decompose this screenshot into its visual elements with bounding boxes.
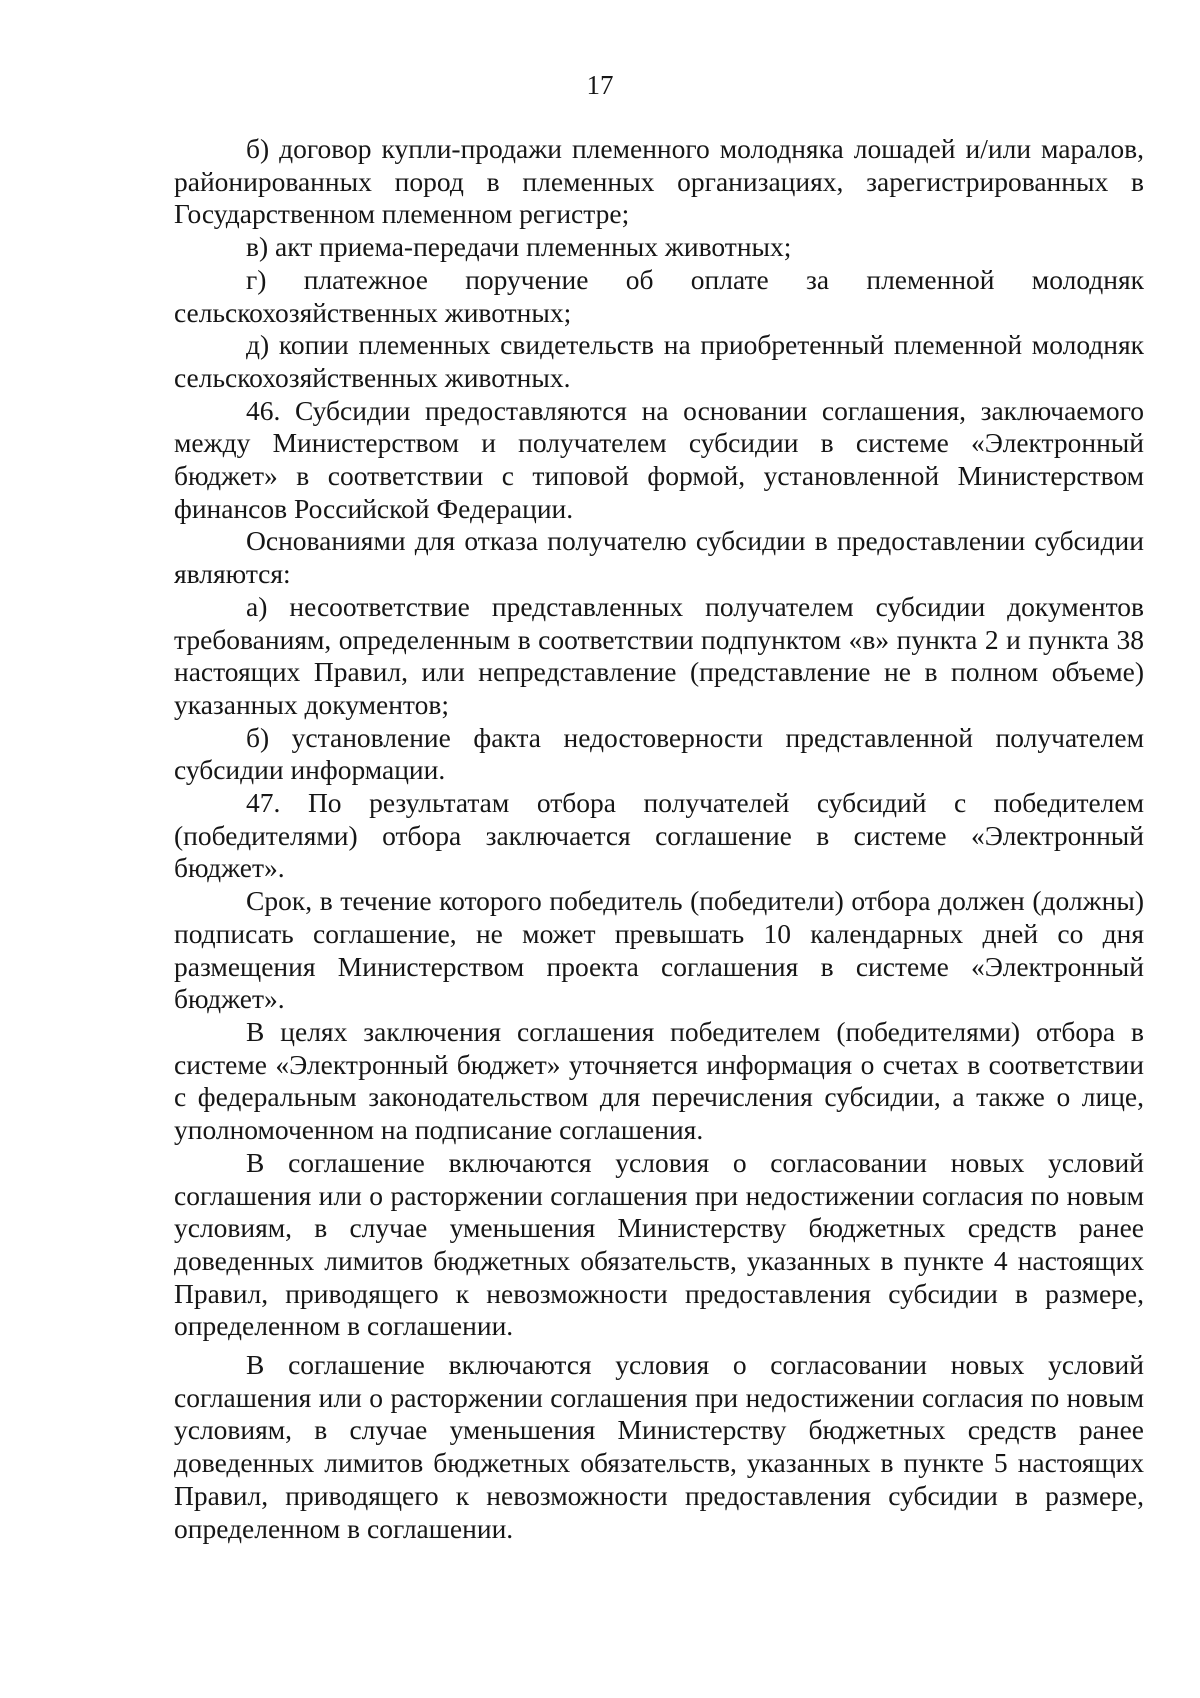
paragraph-refusal-b: б) установление факта недостоверности представленной получателем субсидии информации. [174,721,1144,786]
page-number: 17 [586,70,614,100]
paragraph-item-v-acceptance-act: в) акт приема-передачи племенных животных; [246,231,792,263]
paragraph-item-b-contract: б) договор купли-продажи племенного молодняка лошадей и/или маралов, районированных пород в племенных организациях, зарегистрированных в Государственном племенном регистре; [174,133,1144,230]
paragraph-item-d-pedigree-copies: д) копии племенных свидетельств на приобретенный племенной молодняк сельскохозяйственных животных. [174,329,1144,393]
document-body [174,133,1144,1545]
paragraph-agreement-terms-5: В соглашение включаются условия о согласовании новых условий соглашения или о расторжении соглашения при недостижении согласия по новым условиям, в случае уменьшения Министерству бюджетных средств ранее доведенных лимитов бюджетных обязательств, указанных в пункте 5 настоящих Правил, приводящего к невозможности предоставления субсидии в размере, определенном в соглашении. [174,1349,1144,1544]
paragraph-refusal-a: а) несоответствие представленных получателем субсидии документов требованиям, определенным в соответствии подпунктом «в» пункта 2 и пункта 38 настоящих Правил, или непредставление (представление не в полном объеме) указанных документов; [174,590,1144,720]
paragraph-account-details: В целях заключения соглашения победителем (победителями) отбора в системе «Электронный бюджет» уточняется информация о счетах в соответствии с федеральным законодательством для перечисления субсидии, а также о лице, уполномоченном на подписание соглашения. [174,1015,1144,1146]
paragraph-signing-deadline: Срок, в течение которого победитель (победители) отбора должен (должны) подписать соглашение, не может превышать 10 календарных дней со дня размещения Министерством проекта соглашения в системе «Электронный бюджет». [174,885,1144,1015]
paragraph-clause-46: 46. Субсидии предоставляются на основании соглашения, заключаемого между Министерством и получателем субсидии в системе «Электронный бюджет» в соответствии с типовой формой, установленной Министерством финансов Российской Федерации. [174,394,1144,524]
paragraph-agreement-terms-4: В соглашение включаются условия о согласовании новых условий соглашения или о расторжении соглашения при недостижении согласия по новым условиям, в случае уменьшения Министерству бюджетных средств ранее доведенных лимитов бюджетных обязательств, указанных в пункте 4 настоящих Правил, приводящего к невозможности предоставления субсидии в размере, определенном в соглашении. [174,1146,1144,1342]
paragraph-item-g-payment-order: г) платежное поручение об оплате за племенной молодняк сельскохозяйственных животных; [174,263,1144,328]
paragraph-refusal-grounds: Основаниями для отказа получателю субсидии в предоставлении субсидии являются: [174,525,1144,590]
paragraph-clause-47: 47. По результатам отбора получателей субсидий с победителем (победителями) отбора заключается соглашение в системе «Электронный бюджет». [174,787,1144,884]
